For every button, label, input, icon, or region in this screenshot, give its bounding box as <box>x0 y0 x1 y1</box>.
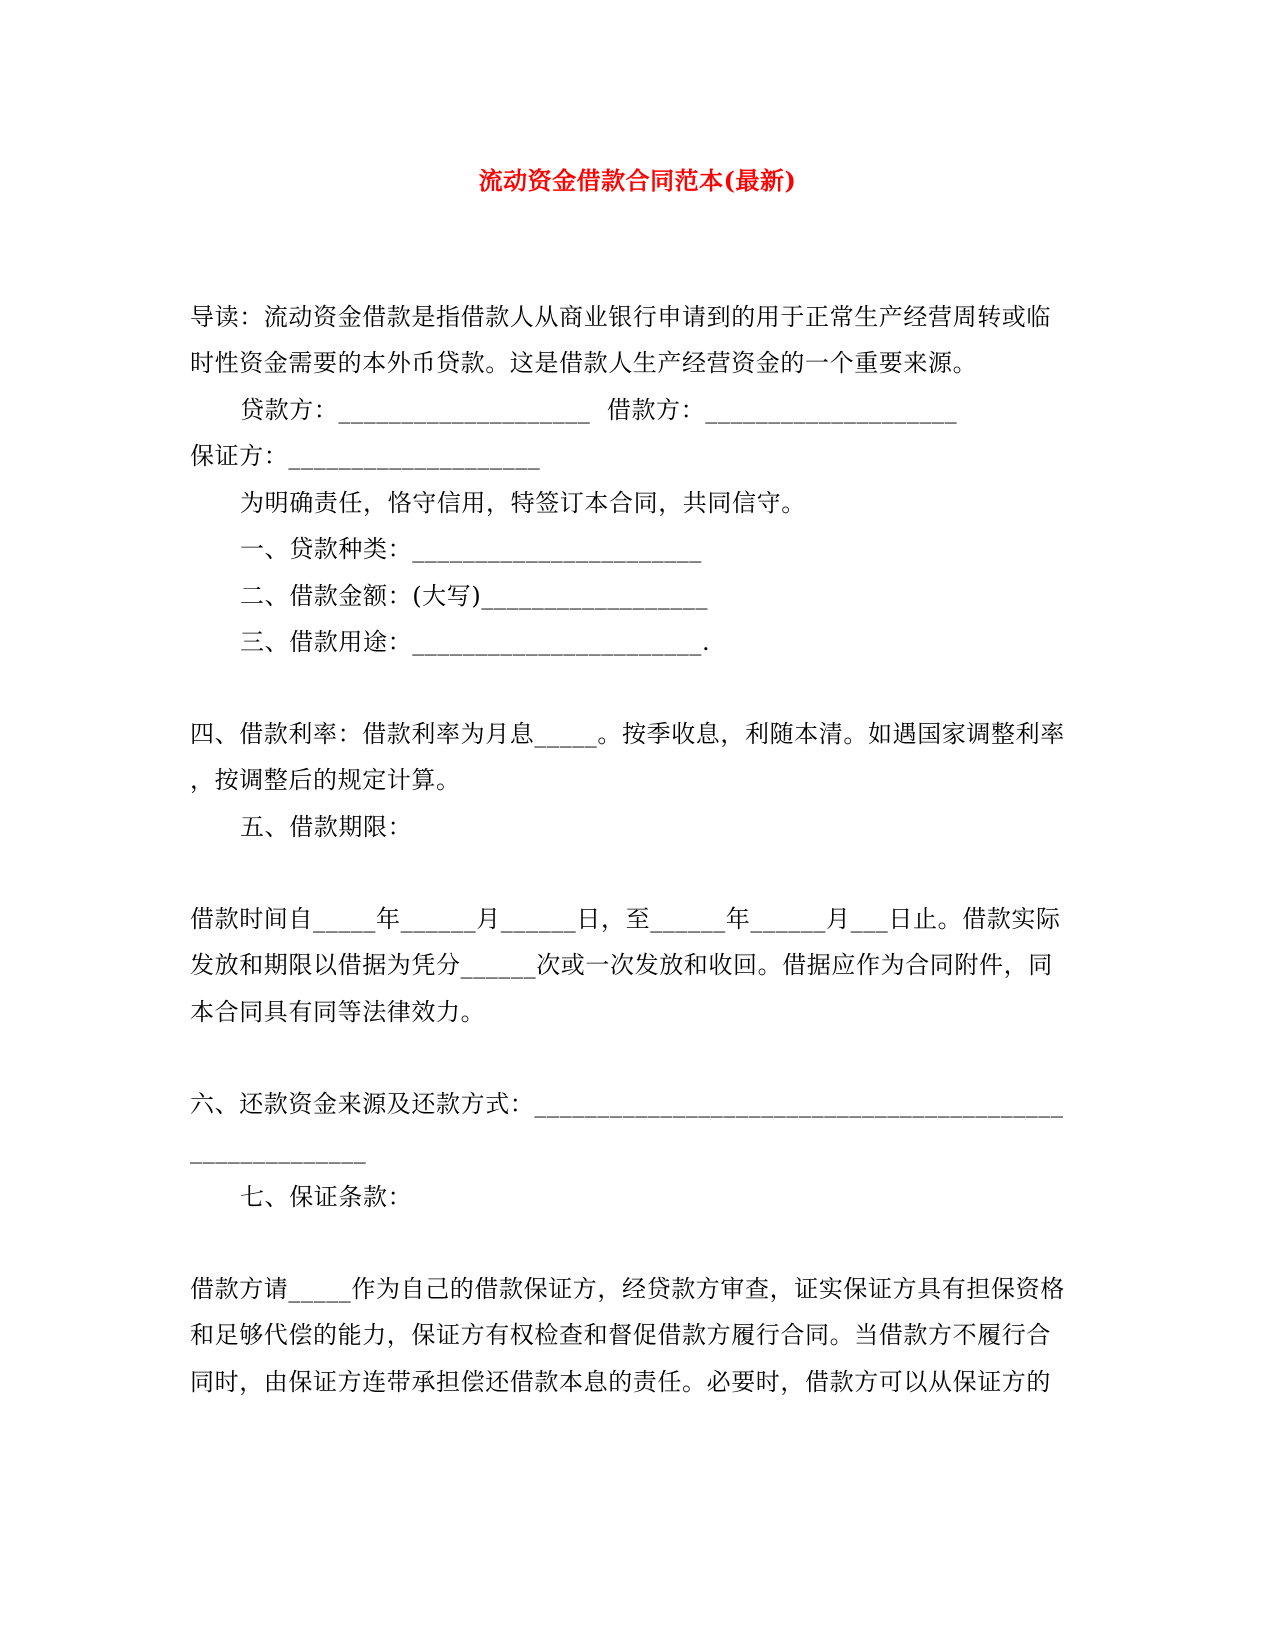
clause-7-guarantee-heading: 七、保证条款： <box>240 1183 413 1211</box>
clause-5-term-heading: 五、借款期限： <box>240 813 413 841</box>
clause-7-guarantee-line-3: 同时，由保证方连带承担偿还借款本息的责任。必要时，借款方可以从保证方的 <box>190 1368 1051 1396</box>
intro-line-2: 时性资金需要的本外币贷款。这是借款人生产经营资金的一个重要来源。 <box>190 349 978 377</box>
clause-4-interest-line-2: ，按调整后的规定计算。 <box>190 766 461 794</box>
document-title: 流动资金借款合同范本(最新) <box>478 166 797 195</box>
clause-7-guarantee-line-2: 和足够代偿的能力，保证方有权检查和督促借款方履行合同。当借款方不履行合 <box>190 1321 1051 1349</box>
clause-4-interest-line-1: 四、借款利率：借款利率为月息_____。按季收息，利随本清。如遇国家调整利率 <box>190 720 1065 748</box>
clause-1-loan-type: 一、贷款种类：_______________________ <box>240 535 702 563</box>
clause-6-repayment-continued: ______________ <box>190 1136 367 1164</box>
intro-line-1: 导读：流动资金借款是指借款人从商业银行申请到的用于正常生产经营周转或临 <box>190 303 1051 331</box>
parties-lender-borrower: 贷款方：____________________ 借款方：____________________ <box>240 396 958 424</box>
clause-6-repayment: 六、还款资金来源及还款方式：__________________________________________ <box>190 1090 1064 1118</box>
parties-guarantor: 保证方：____________________ <box>190 442 541 470</box>
clause-5-term-line-2: 发放和期限以借据为凭分______次或一次发放和收回。借据应作为合同附件，同 <box>190 951 1053 979</box>
clause-2-loan-amount: 二、借款金额：(大写)__________________ <box>240 582 709 610</box>
clause-7-guarantee-line-1: 借款方请_____作为自己的借款保证方，经贷款方审查，证实保证方具有担保资格 <box>190 1275 1065 1303</box>
preamble: 为明确责任，恪守信用，特签订本合同，共同信守。 <box>240 489 806 517</box>
clause-5-term-line-1: 借款时间自_____年______月______日，至______年______月___日止。借款实际 <box>190 905 1061 933</box>
clause-3-loan-purpose: 三、借款用途：_______________________. <box>240 628 711 656</box>
clause-5-term-line-3: 本合同具有同等法律效力。 <box>190 998 486 1026</box>
